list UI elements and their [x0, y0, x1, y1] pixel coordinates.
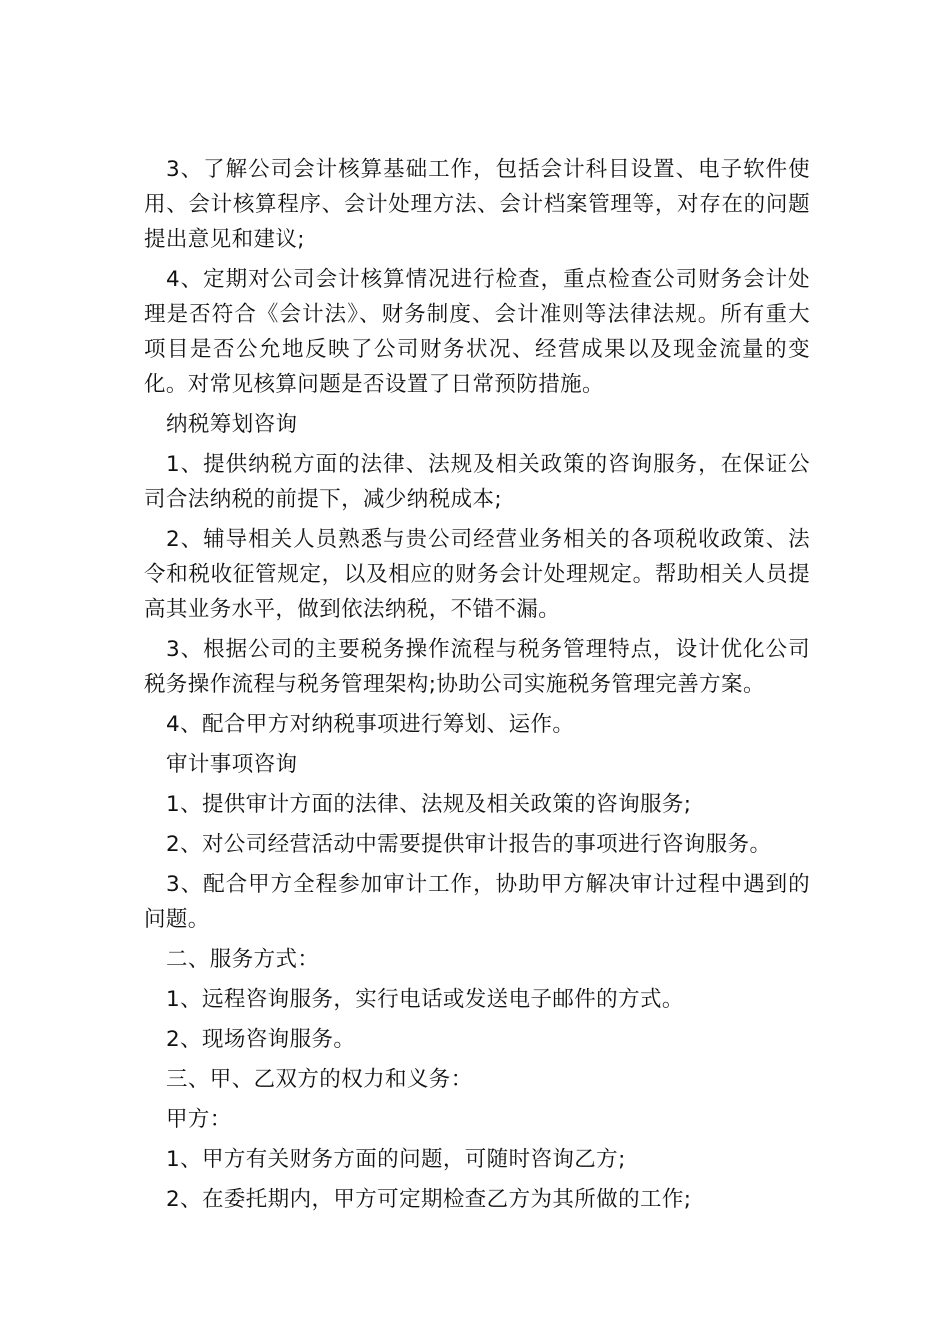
paragraph-service-item-1: 1、远程咨询服务，实行电话或发送电子邮件的方式。 — [166, 987, 684, 1012]
paragraph-audit-item-1: 1、提供审计方面的法律、法规及相关政策的咨询服务; — [166, 792, 692, 817]
paragraph-tax-item-1: 1、提供纳税方面的法律、法规及相关政策的咨询服务，在保证公司合法纳税的前提下，减少纳税成本; — [144, 452, 810, 512]
paragraph-party-a-item-1: 1、甲方有关财务方面的问题，可随时咨询乙方; — [166, 1147, 626, 1172]
paragraph-tax-item-4: 4、配合甲方对纳税事项进行筹划、运作。 — [166, 712, 575, 737]
paragraph-party-a-item-2: 2、在委托期内，甲方可定期检查乙方为其所做的工作; — [166, 1187, 692, 1212]
paragraph-tax-item-2: 2、辅导相关人员熟悉与贵公司经营业务相关的各项税收政策、法令和税收征管规定，以及相应的财务会计处理规定。帮助相关人员提高其业务水平，做到依法纳税，不错不漏。 — [144, 527, 810, 622]
paragraph-accounting-basics: 3、了解公司会计核算基础工作，包括会计科目设置、电子软件使用、会计核算程序、会计处理方法、会计档案管理等，对存在的问题提出意见和建议; — [144, 157, 810, 252]
paragraph-tax-item-3: 3、根据公司的主要税务操作流程与税务管理特点，设计优化公司税务操作流程与税务管理架构;协助公司实施税务管理完善方案。 — [144, 637, 810, 697]
document-body — [144, 152, 810, 1222]
paragraph-service-item-2: 2、现场咨询服务。 — [166, 1027, 356, 1052]
paragraph-accounting-inspection: 4、定期对公司会计核算情况进行检查，重点检查公司财务会计处理是否符合《会计法》、财务制度、会计准则等法律法规。所有重大项目是否公允地反映了公司财务状况、经营成果以及现金流量的变化。对常见核算问题是否设置了日常预防措施。 — [144, 267, 810, 397]
paragraph-audit-item-2: 2、对公司经营活动中需要提供审计报告的事项进行咨询服务。 — [166, 832, 772, 857]
section-heading-service-mode: 二、服务方式： — [166, 947, 320, 972]
subheading-party-a: 甲方： — [166, 1107, 232, 1132]
section-heading-audit: 审计事项咨询 — [166, 752, 298, 777]
paragraph-audit-item-3: 3、配合甲方全程参加审计工作，协助甲方解决审计过程中遇到的问题。 — [144, 872, 810, 932]
section-heading-rights-obligations: 三、甲、乙双方的权力和义务： — [166, 1067, 473, 1092]
section-heading-tax-planning: 纳税筹划咨询 — [166, 412, 298, 437]
